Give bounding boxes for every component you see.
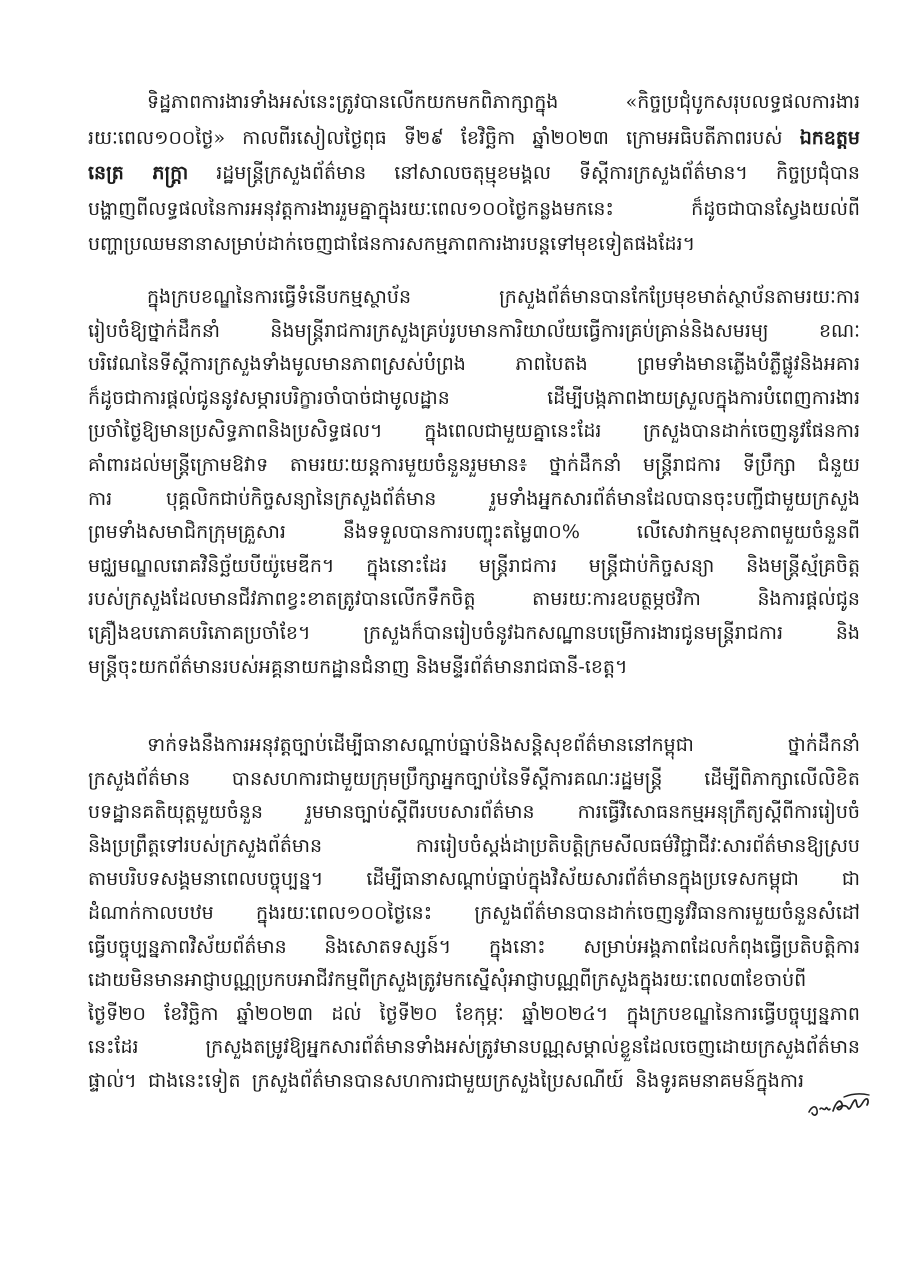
text-line: បង្ហាញពីលទ្ធផលនៃការអនុវត្តការងាររួមគ្នាក្នុងរយៈពេល១០០ថ្ងៃកន្លងមកនេះ ក៏ដូចជាបានស្វែងយល់ពី (88, 197, 860, 220)
text-line: គាំពារដល់មន្ត្រីក្រោមឱវាទ តាមរយៈយន្តការមួយចំនួនរួមមាន៖ ថ្នាក់ដឹកនាំ មន្ត្រីរាជការ ទីប្រឹក្សា ជំនួយ (88, 453, 860, 476)
text-line: ដោយមិនមានអាជ្ញាបណ្ណប្រកបអាជីវកម្មពីក្រសួងត្រូវមកស្នើសុំអាជ្ញាបណ្ណពីក្រសួងក្នុងរយៈពេល៣ខែចាប់ពី (88, 969, 807, 992)
text-line: ធ្វើបច្ចុប្បន្នភាពវិស័យព័ត៌មាន និងសោតទស្សន៍។ ក្នុងនោះ សម្រាប់អង្គភាពដែលកំពុងធ្វើប្រតិបត្តិការ (88, 935, 860, 958)
text-line: ទិដ្ឋភាពការងារទាំងអស់នេះត្រូវបានលើកយកមកពិភាក្សាក្នុង «កិច្ចប្រជុំបូកសរុបលទ្ធផលការងារ (147, 91, 860, 113)
paragraph-meeting-overview (88, 85, 860, 263)
paragraph-modernization (88, 281, 860, 684)
text-line: រៀបចំឱ្យថ្នាក់ដឹកនាំ និងមន្ត្រីរាជការក្រសួងគ្រប់រូបមានការិយាល័យធ្វើការគ្រប់គ្រាន់និងសមរម្យ ខណៈ (88, 319, 860, 342)
text-line: ការ បុគ្គលិកជាប់កិច្ចសន្យានៃក្រសួងព័ត៌មាន រួមទាំងអ្នកសារព័ត៌មានដែលបានចុះបញ្ជីជាមួយក្រសួង (88, 487, 860, 510)
paragraph-law-enforcement (88, 729, 860, 1099)
text-line: នេះដែរ ក្រសួងតម្រូវឱ្យអ្នកសារព័ត៌មានទាំងអស់ត្រូវមានបណ្ណសម្គាល់ខ្លួនដែលចេញដោយក្រសួងព័ត៌មាន (88, 1036, 860, 1059)
handwritten-initials (806, 1088, 872, 1120)
official-title: ឯកឧត្តម (799, 126, 860, 149)
text-line: និងប្រព្រឹត្តទៅរបស់ក្រសួងព័ត៌មាន ការរៀបចំស្តង់ដាប្រតិបត្តិក្រមសីលធម៌វិជ្ជាជីវៈសារព័ត៌មានឱ្យស្រប (88, 834, 860, 857)
text-line: គ្រឿងឧបភោគបរិភោគប្រចាំខែ។ ក្រសួងក៏បានរៀបចំនូវឯកសណ្ឋានបម្រើការងារជូនមន្ត្រីរាជការ និង (88, 621, 860, 644)
text-line (88, 121, 860, 157)
text-segment: រយៈពេល១០០ថ្ងៃ» កាលពីរសៀលថ្ងៃពុធ ទី២៩ ខែវិច្ឆិកា ឆ្នាំ២០២៣ ក្រោមអធិបតីភាពរបស់ (88, 126, 800, 149)
text-line: ប្រចាំថ្ងៃឱ្យមានប្រសិទ្ធភាពនិងប្រសិទ្ធផល។ ក្នុងពេលជាមួយគ្នានេះដែរ ក្រសួងបានដាក់ចេញនូវផែនការ (88, 420, 860, 443)
text-line: ក្នុងក្របខណ្ឌនៃការធ្វើទំនើបកម្មស្ថាប័ន ក្រសួងព័ត៌មានបានកែប្រែមុខមាត់ស្ថាប័នតាមរយៈការ (147, 286, 860, 308)
text-line: ទាក់ទងនឹងការអនុវត្តច្បាប់ដើម្បីធានាសណ្តាប់ធ្នាប់និងសន្តិសុខព័ត៌មាននៅកម្ពុជា ថ្នាក់ដឹកនាំ (147, 734, 860, 756)
text-line: ក្រសួងព័ត៌មាន បានសហការជាមួយក្រុមប្រឹក្សាអ្នកច្បាប់នៃទីស្តីការគណៈរដ្ឋមន្ត្រី ដើម្បីពិភាក្សាលើលិខិត (88, 767, 860, 790)
text-line: របស់ក្រសួងដែលមានជីវភាពខ្វះខាតត្រូវបានលើកទឹកចិត្ត តាមរយៈការឧបត្ថម្ភថវិកា និងការផ្តល់ជូន (88, 588, 860, 611)
text-line: ផ្ទាល់។ ជាងនេះទៀត ក្រសួងព័ត៌មានបានសហការជាមួយក្រសួងប្រៃសណីយ៍ និងទូរគមនាគមន៍ក្នុងការ (88, 1069, 804, 1092)
text-line: បញ្ហាប្រឈមនានាសម្រាប់ដាក់ចេញជាផែនការសកម្មភាពការងារបន្តទៅមុខទៀតផងដែរ។ (88, 233, 696, 255)
text-line: ថ្ងៃទី២០ ខែវិច្ឆិកា ឆ្នាំ២០២៣ ដល់ ថ្ងៃទី២០ ខែកុម្ភៈ ឆ្នាំ២០២៤។ ក្នុងក្របខណ្ឌនៃការធ្វើបច្ចុប្បន្នភាព (88, 1002, 860, 1025)
text-line: មជ្ឈមណ្ឌលរោគវិនិច្ឆ័យបីយ៉ូមេឌីក។ ក្នុងនោះដែរ មន្ត្រីរាជការ មន្ត្រីជាប់កិច្ចសន្យា និងមន្ត្រីស្ម័គ្រចិត្ត (88, 554, 860, 577)
text-line: តាមបរិបទសង្គមនាពេលបច្ចុប្បន្ន។ ដើម្បីធានាសណ្តាប់ធ្នាប់ក្នុងវិស័យសារព័ត៌មានក្នុងប្រទេសកម្ពុជា ជា (88, 868, 860, 891)
text-line: ក៏ដូចជាការផ្តល់ជូននូវសម្ភារបរិក្ខារចាំបាច់ជាមូលដ្ឋាន ដើម្បីបង្កភាពងាយស្រួលក្នុងការបំពេញការងារ (88, 386, 860, 409)
text-line: មន្ត្រីចុះយកព័ត៌មានរបស់អគ្គនាយកដ្ឋានជំនាញ និងមន្ទីរព័ត៌មានរាជធានី-ខេត្ត។ (88, 655, 628, 678)
text-segment: រដ្ឋមន្ត្រីក្រសួងព័ត៌មាន នៅសាលចតុម្មុខមង្គល ទីស្តីការក្រសួងព័ត៌មាន។ កិច្ចប្រជុំបាន (188, 162, 860, 184)
text-line: ដំណាក់កាលបឋម ក្នុងរយៈពេល១០០ថ្ងៃនេះ ក្រសួងព័ត៌មានបានដាក់ចេញនូវវិធានការមួយចំនួនសំដៅ (88, 901, 860, 924)
text-line: បរិវេណនៃទីស្តីការក្រសួងទាំងមូលមានភាពស្រស់បំព្រង ភាពបៃតង ព្រមទាំងមានភ្លើងបំភ្លឺផ្លូវនិងអគារ (88, 353, 860, 376)
text-line: បទដ្ឋានគតិយុត្តមួយចំនួន រួមមានច្បាប់ស្តីពីរបបសារព័ត៌មាន ការធ្វើវិសោធនកម្មអនុក្រឹត្យស្តីពីការរៀបចំ (88, 801, 860, 824)
text-line: ព្រមទាំងសមាជិកក្រុមគ្រួសារ នឹងទទួលបានការបញ្ចុះតម្លៃ៣០% លើសេវាកម្មសុខភាពមួយចំនួនពី (88, 521, 860, 544)
official-name: នេត្រ ភក្ត្រា (88, 162, 189, 184)
text-line (88, 156, 860, 192)
